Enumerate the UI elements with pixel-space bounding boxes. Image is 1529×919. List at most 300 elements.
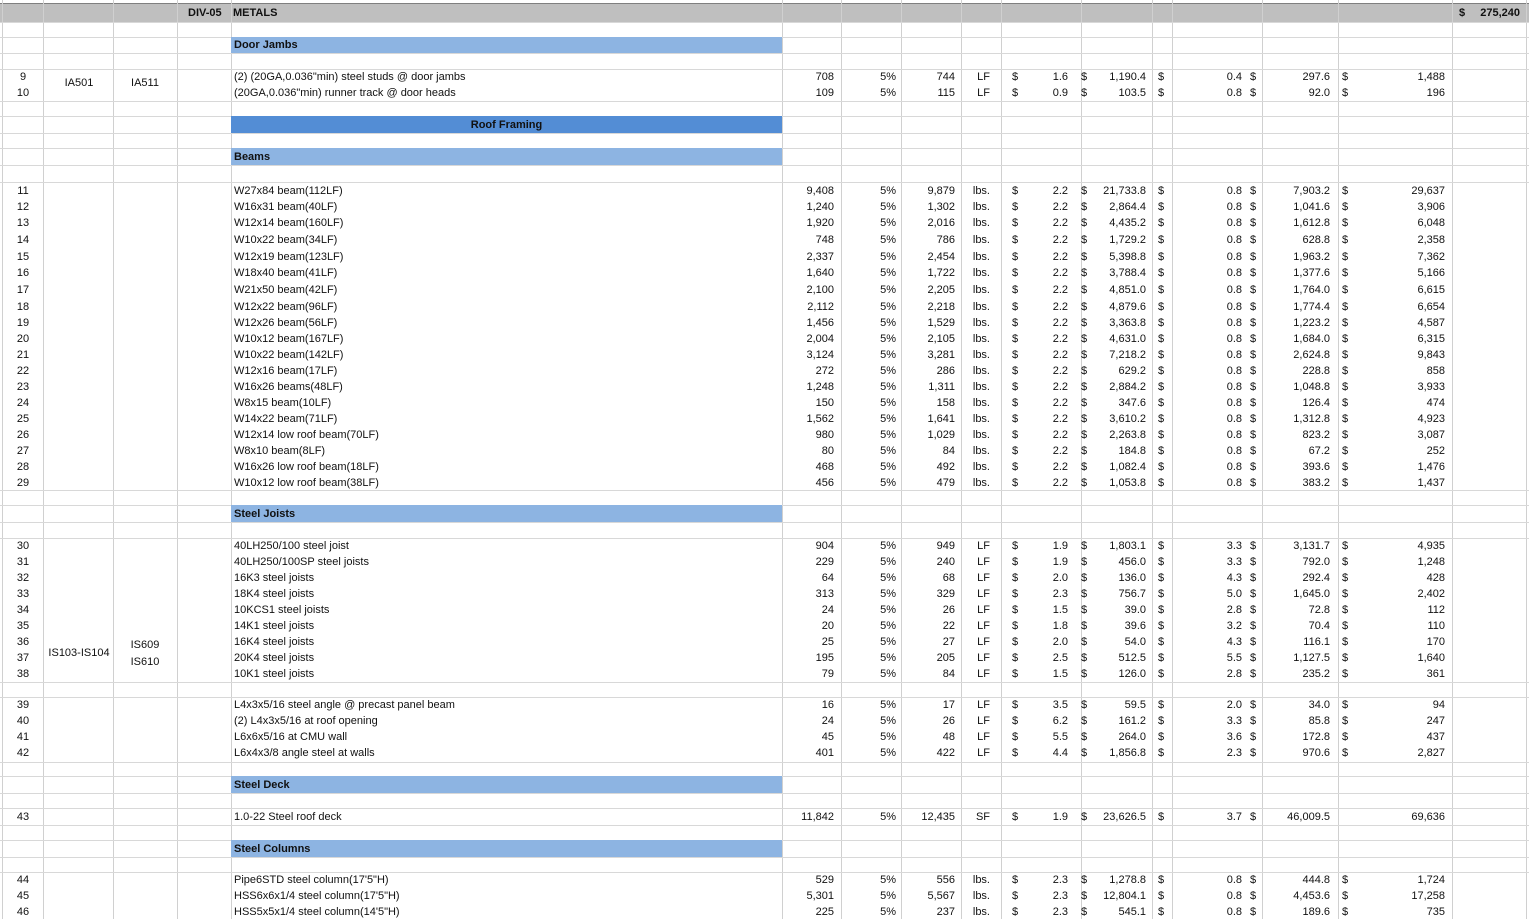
cell-cur4[interactable]: $: [1250, 185, 1257, 197]
cell-cur2[interactable]: $: [1081, 217, 1088, 229]
cell-ltot[interactable]: 72.8: [1308, 604, 1330, 616]
cell-ltot[interactable]: 1,377.6: [1293, 267, 1330, 279]
cell-unit[interactable]: LF: [977, 699, 990, 711]
cell-mtot[interactable]: 23,626.5: [1103, 811, 1146, 823]
cell-unit[interactable]: LF: [977, 71, 990, 83]
cell-mtot[interactable]: 3,363.8: [1109, 317, 1146, 329]
cell-cur2[interactable]: $: [1081, 477, 1088, 489]
cell-total[interactable]: 1,724: [1417, 874, 1445, 886]
cell-lab[interactable]: 2.8: [1226, 604, 1242, 616]
cell-qty[interactable]: 2,337: [806, 251, 834, 263]
cell-waste[interactable]: 5%: [880, 397, 896, 409]
cell-cur5[interactable]: $: [1342, 890, 1349, 902]
cell-mat[interactable]: 2.3: [1052, 906, 1068, 918]
cell-n[interactable]: 31: [16, 556, 30, 568]
cell-cur1[interactable]: $: [1012, 604, 1019, 616]
cell-mtot[interactable]: 456.0: [1118, 556, 1146, 568]
cell-qty[interactable]: 11,842: [801, 811, 834, 823]
cell-desc[interactable]: HSS6x6x1/4 steel column(17'5"H): [234, 890, 400, 902]
cell-mtot[interactable]: 1,190.4: [1109, 71, 1146, 83]
cell-cur1[interactable]: $: [1012, 556, 1019, 568]
cell-mat[interactable]: 2.2: [1052, 201, 1068, 213]
cell-cur2[interactable]: $: [1081, 87, 1088, 99]
cell-mtot[interactable]: 39.0: [1124, 604, 1146, 616]
cell-tq[interactable]: 237: [936, 906, 955, 918]
cell-lab[interactable]: 3.2: [1226, 620, 1242, 632]
cell-lab[interactable]: 0.8: [1226, 251, 1242, 263]
cell-n[interactable]: 29: [16, 477, 30, 489]
cell-desc[interactable]: W8x15 beam(10LF): [234, 397, 332, 409]
cell-cur1[interactable]: $: [1012, 874, 1019, 886]
cell-cur4[interactable]: $: [1250, 477, 1257, 489]
cell-tq[interactable]: 1,529: [927, 317, 955, 329]
cell-cur3[interactable]: $: [1158, 251, 1165, 263]
cell-mat[interactable]: 2.2: [1052, 461, 1068, 473]
cell-mat[interactable]: 2.2: [1052, 413, 1068, 425]
cell-cur5[interactable]: $: [1342, 588, 1349, 600]
cell-lab[interactable]: 0.8: [1226, 365, 1242, 377]
cell-cur1[interactable]: $: [1012, 588, 1019, 600]
cell-cur1[interactable]: $: [1012, 747, 1019, 759]
cell-ltot[interactable]: 970.6: [1302, 747, 1330, 759]
cell-desc[interactable]: 10KCS1 steel joists: [234, 604, 330, 616]
cell-cur3[interactable]: $: [1158, 267, 1165, 279]
cell-n[interactable]: 30: [16, 540, 30, 552]
cell-n[interactable]: 32: [16, 572, 30, 584]
cell-cur2[interactable]: $: [1081, 251, 1088, 263]
cell-cur5[interactable]: $: [1342, 540, 1349, 552]
cell-total[interactable]: 6,315: [1417, 333, 1445, 345]
cell-waste[interactable]: 5%: [880, 906, 896, 918]
cell-cur2[interactable]: $: [1081, 201, 1088, 213]
cell-waste[interactable]: 5%: [880, 556, 896, 568]
cell-mat[interactable]: 2.2: [1052, 317, 1068, 329]
cell-waste[interactable]: 5%: [880, 874, 896, 886]
cell-waste[interactable]: 5%: [880, 620, 896, 632]
cell-cur4[interactable]: $: [1250, 556, 1257, 568]
cell-waste[interactable]: 5%: [880, 747, 896, 759]
cell-cur1[interactable]: $: [1012, 87, 1019, 99]
cell-cur1[interactable]: $: [1012, 445, 1019, 457]
cell-unit[interactable]: lbs.: [972, 234, 990, 246]
cell-mat[interactable]: 2.2: [1052, 267, 1068, 279]
cell-unit[interactable]: lbs.: [972, 445, 990, 457]
cell-cur4[interactable]: $: [1250, 413, 1257, 425]
cell-waste[interactable]: 5%: [880, 71, 896, 83]
cell-mtot[interactable]: 1,729.2: [1109, 234, 1146, 246]
cell-cur2[interactable]: $: [1081, 333, 1088, 345]
cell-cur4[interactable]: $: [1250, 445, 1257, 457]
cell-waste[interactable]: 5%: [880, 731, 896, 743]
cell-ltot[interactable]: 7,903.2: [1293, 185, 1330, 197]
cell-cur1[interactable]: $: [1012, 413, 1019, 425]
cell-cur2[interactable]: $: [1081, 301, 1088, 313]
cell-cur1[interactable]: $: [1012, 731, 1019, 743]
cell-ltot[interactable]: 1,041.6: [1293, 201, 1330, 213]
cell-cur2[interactable]: $: [1081, 284, 1088, 296]
cell-cur5[interactable]: $: [1342, 604, 1349, 616]
cell-mtot[interactable]: 4,631.0: [1109, 333, 1146, 345]
cell-cur3[interactable]: $: [1158, 201, 1165, 213]
cell-waste[interactable]: 5%: [880, 381, 896, 393]
cell-n[interactable]: 34: [16, 604, 30, 616]
cell-ltot[interactable]: 292.4: [1302, 572, 1330, 584]
cell-tq[interactable]: 26: [942, 715, 955, 727]
cell-tq[interactable]: 479: [936, 477, 955, 489]
cell-cur4[interactable]: $: [1250, 811, 1257, 823]
cell-tq[interactable]: 2,205: [927, 284, 955, 296]
cell-cur1[interactable]: $: [1012, 572, 1019, 584]
cell-mtot[interactable]: 126.0: [1118, 668, 1146, 680]
cell-n[interactable]: 11: [17, 185, 29, 197]
cell-unit[interactable]: LF: [977, 540, 990, 552]
cell-total[interactable]: 474: [1426, 397, 1445, 409]
cell-lab[interactable]: 4.3: [1226, 572, 1242, 584]
cell-mat[interactable]: 1.9: [1052, 556, 1068, 568]
cell-mat[interactable]: 1.5: [1052, 668, 1068, 680]
cell-cur1[interactable]: $: [1012, 185, 1019, 197]
cell-qty[interactable]: 904: [815, 540, 834, 552]
cell-n[interactable]: 37: [16, 652, 30, 664]
cell-cur2[interactable]: $: [1081, 636, 1088, 648]
cell-unit[interactable]: lbs.: [972, 333, 990, 345]
cell-mtot[interactable]: 4,851.0: [1109, 284, 1146, 296]
cell-ltot[interactable]: 792.0: [1302, 556, 1330, 568]
cell-mat[interactable]: 0.9: [1052, 87, 1068, 99]
cell-cur3[interactable]: $: [1158, 365, 1165, 377]
cell-cur5[interactable]: $: [1342, 699, 1349, 711]
cell-unit[interactable]: LF: [977, 588, 990, 600]
cell-mtot[interactable]: 59.5: [1124, 699, 1146, 711]
cell-cur1[interactable]: $: [1012, 301, 1019, 313]
cell-mtot[interactable]: 756.7: [1118, 588, 1146, 600]
cell-cur2[interactable]: $: [1081, 234, 1088, 246]
cell-tq[interactable]: 115: [937, 87, 955, 99]
cell-cur3[interactable]: $: [1158, 906, 1165, 918]
cell-desc[interactable]: W10x22 beam(34LF): [234, 234, 338, 246]
cell-desc[interactable]: 10K1 steel joists: [234, 668, 315, 680]
cell-cur1[interactable]: $: [1012, 317, 1019, 329]
cell-cur5[interactable]: $: [1342, 284, 1349, 296]
cell-n[interactable]: 26: [16, 429, 30, 441]
cell-qty[interactable]: 748: [815, 234, 834, 246]
cell-cur3[interactable]: $: [1158, 636, 1165, 648]
cell-mtot[interactable]: 2,864.4: [1109, 201, 1146, 213]
cell-mtot[interactable]: 5,398.8: [1109, 251, 1146, 263]
cell-cur5[interactable]: $: [1342, 668, 1349, 680]
cell-total[interactable]: 2,827: [1417, 747, 1445, 759]
cell-mat[interactable]: 1.9: [1052, 811, 1068, 823]
cell-lab[interactable]: 0.8: [1226, 906, 1242, 918]
cell-tq[interactable]: 556: [936, 874, 955, 886]
cell-mtot[interactable]: 264.0: [1118, 731, 1146, 743]
cell-n[interactable]: 24: [16, 397, 30, 409]
cell-mat[interactable]: 2.2: [1052, 429, 1068, 441]
sheet-ref[interactable]: IA501: [64, 77, 94, 89]
cell-mat[interactable]: 2.2: [1052, 365, 1068, 377]
cell-qty[interactable]: 20: [821, 620, 834, 632]
cell-total[interactable]: 17,258: [1411, 890, 1445, 902]
cell-tq[interactable]: 22: [942, 620, 955, 632]
cell-qty[interactable]: 1,248: [806, 381, 834, 393]
cell-cur3[interactable]: $: [1158, 477, 1165, 489]
cell-mtot[interactable]: 136.0: [1118, 572, 1146, 584]
cell-tq[interactable]: 205: [936, 652, 955, 664]
cell-cur4[interactable]: $: [1250, 301, 1257, 313]
cell-lab[interactable]: 2.8: [1226, 668, 1242, 680]
cell-desc[interactable]: W12x22 beam(96LF): [234, 301, 338, 313]
cell-n[interactable]: 36: [16, 636, 30, 648]
cell-waste[interactable]: 5%: [880, 429, 896, 441]
cell-mtot[interactable]: 2,263.8: [1109, 429, 1146, 441]
cell-total[interactable]: 1,640: [1417, 652, 1445, 664]
cell-qty[interactable]: 708: [815, 71, 834, 83]
cell-unit[interactable]: lbs.: [972, 317, 990, 329]
cell-cur2[interactable]: $: [1081, 652, 1088, 664]
sheet-ref[interactable]: IS103-IS104: [48, 647, 110, 659]
cell-n[interactable]: 14: [16, 234, 30, 246]
cell-cur3[interactable]: $: [1158, 301, 1165, 313]
cell-cur4[interactable]: $: [1250, 461, 1257, 473]
cell-lab[interactable]: 0.4: [1226, 71, 1242, 83]
cell-ltot[interactable]: 823.2: [1302, 429, 1330, 441]
cell-waste[interactable]: 5%: [880, 317, 896, 329]
cell-mtot[interactable]: 512.5: [1118, 652, 1146, 664]
cell-cur5[interactable]: $: [1342, 413, 1349, 425]
cell-cur4[interactable]: $: [1250, 429, 1257, 441]
cell-desc[interactable]: W8x10 beam(8LF): [234, 445, 326, 457]
cell-cur2[interactable]: $: [1081, 604, 1088, 616]
cell-ltot[interactable]: 1,612.8: [1293, 217, 1330, 229]
cell-n[interactable]: 18: [16, 301, 30, 313]
cell-lab[interactable]: 0.8: [1226, 284, 1242, 296]
cell-lab[interactable]: 0.8: [1226, 445, 1242, 457]
cell-cur2[interactable]: $: [1081, 906, 1088, 918]
cell-cur2[interactable]: $: [1081, 381, 1088, 393]
sheet-ref[interactable]: IS609: [130, 639, 160, 651]
cell-lab[interactable]: 0.8: [1226, 461, 1242, 473]
sheet-ref[interactable]: IS610: [130, 656, 160, 668]
cell-tq[interactable]: 12,435: [921, 811, 955, 823]
cell-cur5[interactable]: $: [1342, 333, 1349, 345]
cell-tq[interactable]: 48: [942, 731, 955, 743]
cell-total[interactable]: 5,166: [1417, 267, 1445, 279]
cell-qty[interactable]: 1,920: [806, 217, 834, 229]
cell-cur3[interactable]: $: [1158, 317, 1165, 329]
cell-waste[interactable]: 5%: [880, 217, 896, 229]
cell-desc[interactable]: W12x19 beam(123LF): [234, 251, 344, 263]
cell-unit[interactable]: lbs.: [972, 349, 990, 361]
cell-total[interactable]: 1,248: [1417, 556, 1445, 568]
cell-n[interactable]: 42: [16, 747, 30, 759]
cell-cur2[interactable]: $: [1081, 445, 1088, 457]
cell-mat[interactable]: 2.3: [1052, 890, 1068, 902]
cell-cur1[interactable]: $: [1012, 217, 1019, 229]
cell-cur2[interactable]: $: [1081, 620, 1088, 632]
cell-waste[interactable]: 5%: [880, 413, 896, 425]
cell-cur1[interactable]: $: [1012, 381, 1019, 393]
cell-mat[interactable]: 2.2: [1052, 445, 1068, 457]
cell-waste[interactable]: 5%: [880, 604, 896, 616]
cell-unit[interactable]: lbs.: [972, 397, 990, 409]
cell-cur4[interactable]: $: [1250, 317, 1257, 329]
cell-qty[interactable]: 313: [815, 588, 834, 600]
cell-desc[interactable]: L6x6x5/16 at CMU wall: [234, 731, 348, 743]
cell-ltot[interactable]: 228.8: [1302, 365, 1330, 377]
cell-lab[interactable]: 0.8: [1226, 477, 1242, 489]
cell-waste[interactable]: 5%: [880, 365, 896, 377]
cell-cur3[interactable]: $: [1158, 234, 1165, 246]
cell-cur3[interactable]: $: [1158, 604, 1165, 616]
cell-n[interactable]: 21: [16, 349, 30, 361]
cell-lab[interactable]: 0.8: [1226, 317, 1242, 329]
cell-cur4[interactable]: $: [1250, 365, 1257, 377]
cell-cur5[interactable]: $: [1342, 234, 1349, 246]
cell-n[interactable]: 44: [16, 874, 30, 886]
cell-desc[interactable]: W18x40 beam(41LF): [234, 267, 338, 279]
cell-unit[interactable]: SF: [975, 811, 990, 823]
cell-unit[interactable]: LF: [977, 572, 990, 584]
cell-ltot[interactable]: 189.6: [1302, 906, 1330, 918]
cell-cur4[interactable]: $: [1250, 572, 1257, 584]
cell-cur1[interactable]: $: [1012, 811, 1019, 823]
cell-qty[interactable]: 229: [815, 556, 834, 568]
cell-cur1[interactable]: $: [1012, 284, 1019, 296]
cell-tq[interactable]: 1,641: [927, 413, 955, 425]
cell-qty[interactable]: 272: [815, 365, 834, 377]
cell-tq[interactable]: 240: [936, 556, 955, 568]
cell-waste[interactable]: 5%: [880, 668, 896, 680]
cell-qty[interactable]: 3,124: [806, 349, 834, 361]
cell-cur2[interactable]: $: [1081, 71, 1088, 83]
cell-qty[interactable]: 980: [815, 429, 834, 441]
cell-cur1[interactable]: $: [1012, 636, 1019, 648]
cell-lab[interactable]: 0.8: [1226, 87, 1242, 99]
cell-cur5[interactable]: $: [1342, 201, 1349, 213]
cell-desc[interactable]: L6x4x3/8 angle steel at walls: [234, 747, 375, 759]
cell-lab[interactable]: 0.8: [1226, 429, 1242, 441]
cell-mat[interactable]: 2.2: [1052, 217, 1068, 229]
cell-tq[interactable]: 1,722: [927, 267, 955, 279]
cell-qty[interactable]: 2,100: [806, 284, 834, 296]
cell-total[interactable]: 428: [1426, 572, 1445, 584]
cell-cur5[interactable]: $: [1342, 461, 1349, 473]
cell-mat[interactable]: 2.2: [1052, 234, 1068, 246]
cell-cur3[interactable]: $: [1158, 284, 1165, 296]
cell-cur5[interactable]: $: [1342, 556, 1349, 568]
cell-qty[interactable]: 1,240: [806, 201, 834, 213]
cell-cur3[interactable]: $: [1158, 699, 1165, 711]
cell-mat[interactable]: 2.2: [1052, 397, 1068, 409]
cell-total[interactable]: 94: [1432, 699, 1445, 711]
cell-lab[interactable]: 0.8: [1226, 217, 1242, 229]
cell-desc[interactable]: 18K4 steel joists: [234, 588, 315, 600]
cell-mat[interactable]: 3.5: [1052, 699, 1068, 711]
cell-mtot[interactable]: 1,082.4: [1109, 461, 1146, 473]
cell-qty[interactable]: 225: [815, 906, 834, 918]
cell-total[interactable]: 6,654: [1417, 301, 1445, 313]
cell-mat[interactable]: 4.4: [1052, 747, 1068, 759]
cell-cur4[interactable]: $: [1250, 652, 1257, 664]
cell-cur3[interactable]: $: [1158, 540, 1165, 552]
cell-waste[interactable]: 5%: [880, 333, 896, 345]
cell-cur5[interactable]: $: [1342, 747, 1349, 759]
cell-cur2[interactable]: $: [1081, 397, 1088, 409]
cell-desc[interactable]: W14x22 beam(71LF): [234, 413, 338, 425]
cell-ltot[interactable]: 34.0: [1308, 699, 1330, 711]
cell-waste[interactable]: 5%: [880, 445, 896, 457]
cell-lab[interactable]: 3.7: [1226, 811, 1242, 823]
cell-waste[interactable]: 5%: [880, 588, 896, 600]
cell-n[interactable]: 15: [16, 251, 30, 263]
cell-cur5[interactable]: $: [1342, 267, 1349, 279]
cell-waste[interactable]: 5%: [880, 267, 896, 279]
cell-desc[interactable]: W10x22 beam(142LF): [234, 349, 344, 361]
cell-desc[interactable]: 40LH250/100 steel joist: [234, 540, 349, 552]
cell-mat[interactable]: 1.5: [1052, 604, 1068, 616]
cell-cur1[interactable]: $: [1012, 461, 1019, 473]
cell-cur4[interactable]: $: [1250, 349, 1257, 361]
cell-cur2[interactable]: $: [1081, 556, 1088, 568]
cell-total[interactable]: 3,906: [1417, 201, 1445, 213]
cell-cur2[interactable]: $: [1081, 461, 1088, 473]
cell-unit[interactable]: LF: [977, 87, 990, 99]
cell-total[interactable]: 252: [1426, 445, 1445, 457]
cell-ltot[interactable]: 297.6: [1302, 71, 1330, 83]
cell-mat[interactable]: 2.2: [1052, 333, 1068, 345]
cell-desc[interactable]: W12x14 beam(160LF): [234, 217, 344, 229]
cell-qty[interactable]: 109: [815, 87, 834, 99]
cell-cur5[interactable]: $: [1342, 477, 1349, 489]
cell-cur4[interactable]: $: [1250, 71, 1257, 83]
cell-tq[interactable]: 68: [942, 572, 955, 584]
cell-desc[interactable]: Pipe6STD steel column(17'5"H): [234, 874, 389, 886]
cell-qty[interactable]: 24: [821, 715, 834, 727]
cell-tq[interactable]: 329: [936, 588, 955, 600]
cell-cur4[interactable]: $: [1250, 540, 1257, 552]
cell-ltot[interactable]: 2,624.8: [1293, 349, 1330, 361]
cell-cur5[interactable]: $: [1342, 217, 1349, 229]
cell-ltot[interactable]: 1,127.5: [1293, 652, 1330, 664]
cell-cur4[interactable]: $: [1250, 87, 1257, 99]
cell-qty[interactable]: 2,004: [806, 333, 834, 345]
cell-cur4[interactable]: $: [1250, 668, 1257, 680]
cell-cur1[interactable]: $: [1012, 251, 1019, 263]
cell-ltot[interactable]: 3,131.7: [1293, 540, 1330, 552]
cell-cur3[interactable]: $: [1158, 461, 1165, 473]
cell-cur3[interactable]: $: [1158, 71, 1165, 83]
cell-n[interactable]: 35: [16, 620, 30, 632]
cell-lab[interactable]: 0.8: [1226, 381, 1242, 393]
cell-cur1[interactable]: $: [1012, 906, 1019, 918]
cell-desc[interactable]: W27x84 beam(112LF): [234, 185, 343, 197]
cell-cur5[interactable]: $: [1342, 71, 1349, 83]
cell-ltot[interactable]: 444.8: [1302, 874, 1330, 886]
cell-desc[interactable]: W16x26 low roof beam(18LF): [234, 461, 379, 473]
cell-n[interactable]: 22: [16, 365, 30, 377]
cell-qty[interactable]: 1,640: [806, 267, 834, 279]
cell-cur5[interactable]: $: [1342, 572, 1349, 584]
cell-tq[interactable]: 9,879: [927, 185, 955, 197]
cell-mtot[interactable]: 1,278.8: [1109, 874, 1146, 886]
cell-ltot[interactable]: 1,963.2: [1293, 251, 1330, 263]
cell-unit[interactable]: lbs.: [972, 251, 990, 263]
cell-unit[interactable]: lbs.: [972, 874, 990, 886]
cell-cur4[interactable]: $: [1250, 234, 1257, 246]
cell-tq[interactable]: 5,567: [927, 890, 955, 902]
cell-unit[interactable]: lbs.: [972, 365, 990, 377]
cell-n[interactable]: 13: [16, 217, 30, 229]
